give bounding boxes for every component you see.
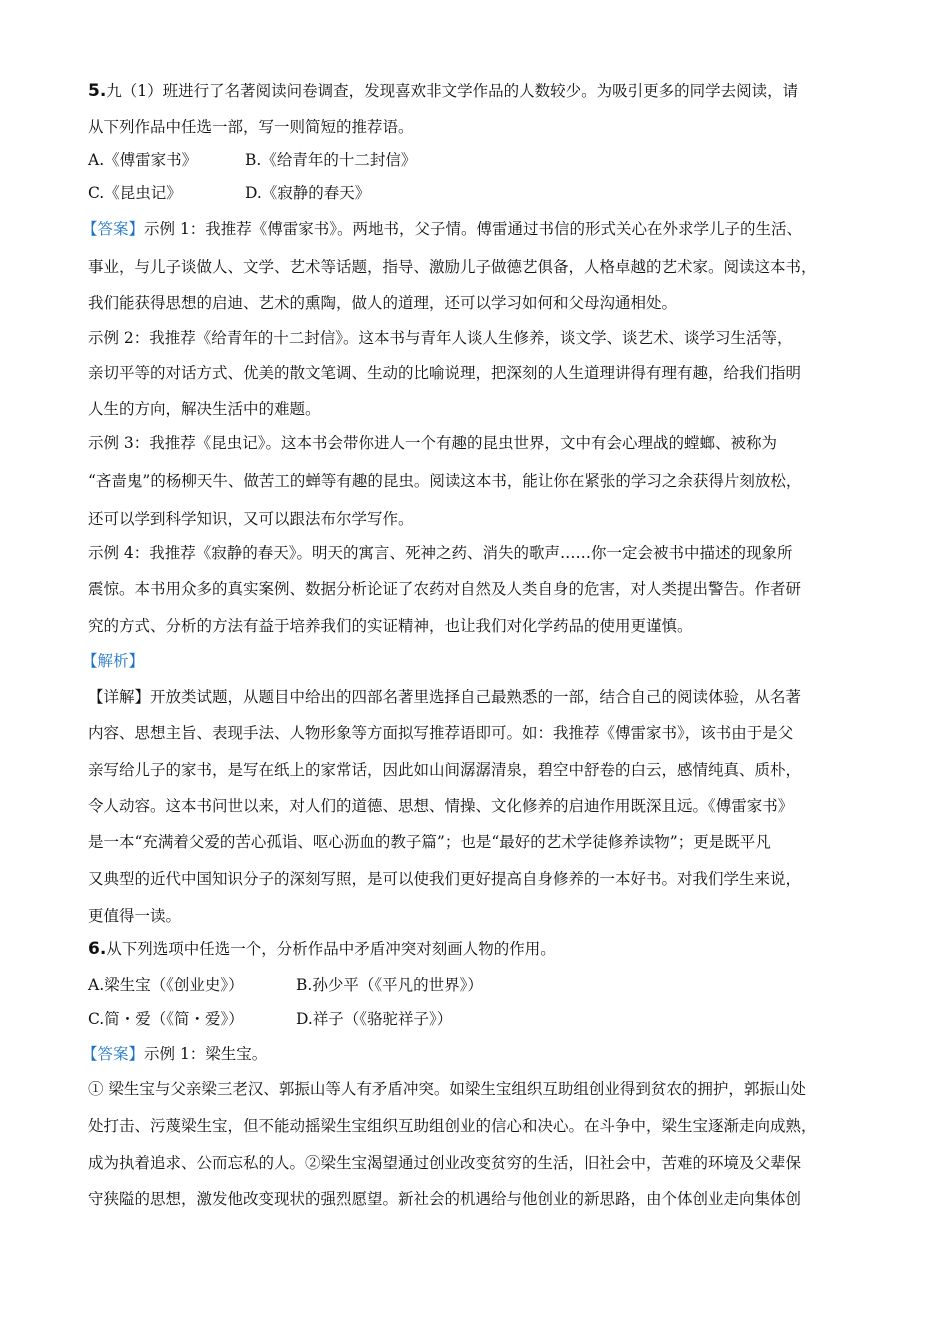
q6-answer-line-3: 处打击、污蔑梁生宝，但不能动摇梁生宝组织互助组创业的信心和决心。在斗争中，梁生宝逐渐走向成熟， [88, 1117, 817, 1135]
q5-answer-line-6: 人生的方向，解决生活中的难题。 [88, 400, 321, 418]
q6-stem-text: 从下列选项中任选一个，分析作品中矛盾冲突对刻画人物的作用。 [106, 940, 556, 958]
q5-detail-line-6: 又典型的近代中国知识分子的深刻写照，是可以使我们更好提高自身修养的一本好书。对我们学生来说， [88, 870, 802, 888]
q5-stem-line-2: 从下列作品中任选一部，写一则简短的推荐语。 [88, 118, 414, 136]
q5-answer-line-8: “吝啬鬼”的杨柳天牛、做苦工的蝉等有趣的昆虫。阅读这本书，能让你在紧张的学习之余获得片刻放松， [88, 472, 802, 490]
q6-answer-tag: 【答案】 [82, 1045, 145, 1063]
q5-detail-line-1 [88, 686, 801, 708]
q6-option-c: C.简・爱（《简・爱》） [88, 1010, 244, 1028]
q6-option-d: D.祥子（《骆驼祥子》） [296, 1010, 453, 1028]
q5-detail-line-4: 令人动容。这本书问世以来，对人们的道德、思想、情操、文化修养的启迪作用既深且远。《傅雷家书》 [88, 797, 794, 815]
q5-option-a: A.《傅雷家书》 [88, 151, 198, 169]
q5-detail-line-3: 亲写给儿子的家书，是写在纸上的家常话，因此如山间潺潺清泉，碧空中舒卷的白云，感情纯真、质朴， [88, 761, 802, 779]
q6-number: 6. [88, 939, 107, 959]
q5-answer-line-9: 还可以学到科学知识，又可以跟法布尔学写作。 [88, 510, 414, 528]
q5-answer-line-7: 示例 3：我推荐《昆虫记》。这本书会带你进人一个有趣的昆虫世界，文中有会心理战的螳螂、被称为 [88, 434, 778, 452]
q6-answer-line-5: 守狭隘的思想，激发他改变现状的强烈愿望。新社会的机遇给与他创业的新思路，由个体创业走向集体创 [88, 1190, 802, 1208]
q5-answer-text-1: 示例 1：我推荐《傅雷家书》。两地书，父子情。傅雷通过书信的形式关心在外求学儿子的生活、 [144, 220, 803, 238]
q5-answer-line-5: 亲切平等的对话方式、优美的散文笔调、生动的比喻说理，把深刻的人生道理讲得有理有趣，给我们指明 [88, 364, 802, 382]
q5-stem-line-1 [88, 80, 798, 102]
q6-answer-line-2: ① 梁生宝与父亲梁三老汉、郭振山等人有矛盾冲突。如梁生宝组织互助组创业得到贫农的拥护，郭振山处 [88, 1080, 806, 1098]
q5-detail-line-2: 内容、思想主旨、表现手法、人物形象等方面拟写推荐语即可。如：我推荐《傅雷家书》，该书由于是父 [88, 724, 794, 742]
q5-detail-tag: 【详解】 [88, 688, 151, 706]
q5-detail-line-7: 更值得一读。 [88, 907, 182, 925]
q5-answer-line-12: 究的方式、分析的方法有益于培养我们的实证精神，也让我们对化学药品的使用更谨慎。 [88, 617, 693, 635]
q5-analysis-tag: 【解析】 [82, 652, 145, 670]
q6-stem-line [88, 938, 556, 960]
q5-stem-text-1: 九（1）班进行了名著阅读问卷调查，发现喜欢非文学作品的人数较少。为吸引更多的同学去阅读，请 [106, 82, 799, 100]
q6-answer-line-1 [82, 1043, 267, 1065]
q5-answer-line-11: 震惊。本书用众多的真实案例、数据分析论证了农药对自然及人类自身的危害，对人类提出警告。作者研 [88, 580, 802, 598]
q6-options-row-1 [88, 974, 483, 996]
q6-option-a: A.梁生宝（《创业史》） [88, 976, 244, 994]
q5-answer-line-4: 示例 2：我推荐《给青年的十二封信》。这本书与青年人谈人生修养，谈文学、谈艺术、谈学习生活等， [88, 329, 793, 347]
q5-answer-tag: 【答案】 [82, 220, 145, 238]
q5-option-b: B.《给青年的十二封信》 [245, 151, 417, 169]
q5-options-row-1 [88, 149, 416, 171]
q5-answer-line-2: 事业，与儿子谈做人、文学、艺术等话题，指导、激励儿子做德艺俱备，人格卓越的艺术家。阅读这本书， [88, 258, 817, 276]
q6-answer-text-first: 示例 1：梁生宝。 [144, 1045, 268, 1063]
q5-detail-line-5: 是一本“充满着父爱的苦心孤诣、呕心沥血的教子篇”；也是“最好的艺术学徒修养读物”；更是既平凡 [88, 833, 771, 851]
q5-number: 5. [88, 81, 107, 101]
q6-option-b: B.孙少平（《平凡的世界》） [296, 976, 483, 994]
q5-answer-line-1 [82, 218, 802, 240]
q5-detail-text-1: 开放类试题，从题目中给出的四部名著里选择自己最熟悉的一部，结合自己的阅读体验，从名著 [150, 688, 802, 706]
q5-option-d: D.《寂静的春天》 [245, 184, 371, 202]
q5-options-row-2 [88, 182, 370, 204]
q6-options-row-2 [88, 1008, 452, 1030]
q5-option-c: C.《昆虫记》 [88, 184, 182, 202]
q5-answer-line-3: 我们能获得思想的启迪、艺术的熏陶，做人的道理，还可以学习如何和父母沟通相处。 [88, 294, 678, 312]
q5-answer-line-10: 示例 4：我推荐《寂静的春天》。明天的寓言、死神之药、消失的歌声……你一定会被书中描述的现象所 [88, 544, 793, 562]
q6-answer-line-4: 成为执着追求、公而忘私的人。②梁生宝渴望通过创业改变贫穷的生活，旧社会中，苦难的环境及父辈保 [88, 1154, 802, 1172]
